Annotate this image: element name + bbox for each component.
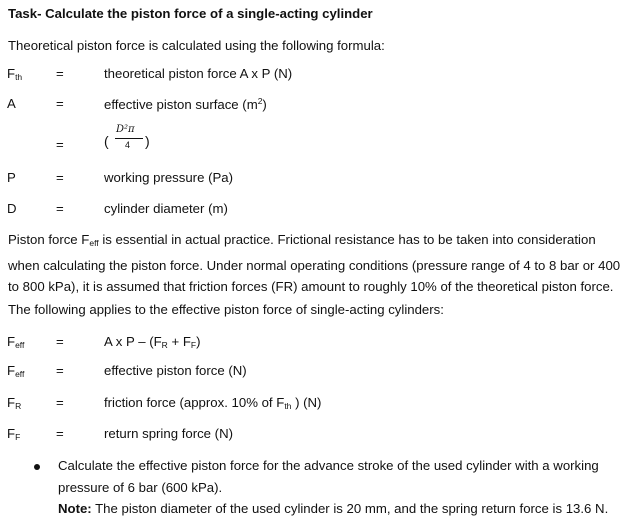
definition-feff: effective piston force (N) (104, 363, 247, 378)
definition-d: cylinder diameter (m) (104, 201, 228, 216)
equals-sign: = (56, 395, 64, 410)
equals-sign: = (56, 170, 64, 185)
definition-fth: theoretical piston force A x P (N) (104, 66, 293, 81)
task-bullet: Calculate the effective piston force for the advance stroke of the used cylinder with a working pressure of 6 bar (600 kPa). Note: The piston diameter of the used cylinder is 20 mm, and the spring return force is 13.6 N. (58, 458, 609, 516)
equals-sign: = (56, 426, 64, 441)
applies-text: The following applies to the effective piston force of single-acting cylinders: (8, 302, 444, 317)
equals-sign: = (56, 201, 64, 216)
symbol-feff: $F_{eff}$ (7, 334, 25, 350)
definition-ff: return spring force (N) (104, 426, 233, 441)
area-formula: ( D²π 4 ) (104, 124, 150, 150)
definition-p: working pressure (Pa) (104, 170, 233, 185)
task-title: Task- Calculate the piston force of a single-acting cylinder (8, 6, 373, 21)
formula-feff: A x $P - (F_R + F_F)$ (104, 334, 201, 350)
symbol-p: P (7, 170, 16, 185)
symbol-fr: $F_R$ (7, 395, 22, 411)
definition-a: effective piston surface $(m^2)$ (104, 96, 267, 112)
piston-force-paragraph: Piston force $F_{eff}$ is essential in actual practice. Frictional resistance has to be taken into consideration when calculating the piston force. Under normal operating conditions (pressure range of 4 to 8 bar or 400 to 800 kPa), it is assumed that friction forces (FR) amount to roughly 10% of the theoretical piston force. (8, 232, 621, 294)
equals-sign: = (56, 66, 64, 81)
fraction-bar (115, 138, 143, 139)
symbol-fth: $F_{th}$ (7, 66, 23, 82)
bullet-icon (34, 464, 40, 470)
symbol-ff: $F_F$ (7, 426, 21, 442)
symbol-feff: $F_{eff}$ (7, 363, 25, 379)
definition-fr: friction force (approx. 10% of $F_{th}$ ) (N) (104, 395, 322, 411)
equals-sign: = (56, 334, 64, 349)
symbol-d: D (7, 201, 17, 216)
symbol-a: A (7, 96, 16, 111)
equals-sign: = (56, 96, 64, 111)
equals-sign: = (56, 363, 64, 378)
intro-text: Theoretical piston force is calculated using the following formula: (8, 38, 385, 53)
equals-sign: = (56, 137, 64, 152)
